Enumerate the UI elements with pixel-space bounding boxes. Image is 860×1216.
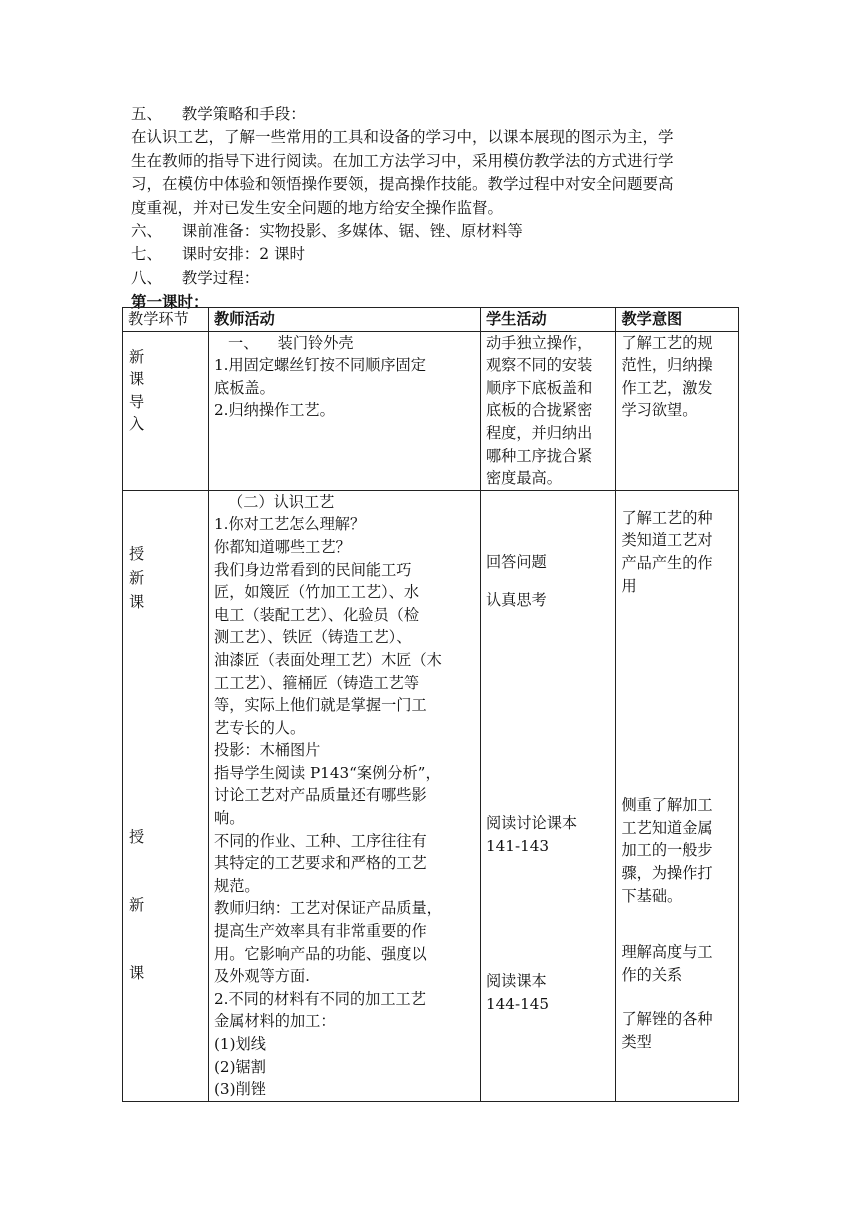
teacher-cell	[209, 490, 481, 1101]
stage-char: 导	[129, 392, 145, 411]
cell-line: 艺专长的人。	[214, 718, 306, 737]
cell-line: 金属材料的加工：	[214, 1012, 336, 1031]
cell-line: 回答问题	[485, 552, 547, 571]
lesson-title: 第一课时：	[131, 292, 209, 312]
cell-line: 理解高度与工	[621, 943, 713, 962]
cell-line: 投影：木桶图片	[214, 741, 321, 760]
cell-line: 程度，并归纳出	[485, 423, 593, 442]
stage-char: 课	[129, 963, 145, 982]
intent-cell	[616, 490, 739, 1101]
cell-line: 不同的作业、工种、工序往往有	[214, 831, 427, 850]
cell-line: 响。	[214, 809, 245, 828]
cell-line: 作工艺，激发	[621, 378, 713, 397]
cell-line: 1.你对工艺怎么理解？	[214, 515, 366, 534]
cell-line: 一、 装门铃外壳	[228, 333, 354, 352]
cell-line: 顺序下底板盖和	[485, 378, 593, 397]
cell-line: 我们身边常看到的民间能工巧	[214, 560, 412, 579]
stage-char: 课	[129, 592, 145, 611]
cell-line: 侧重了解加工	[621, 796, 713, 815]
cell-line: 141-143	[485, 836, 550, 855]
cell-line: 产品产生的作	[621, 553, 713, 572]
cell-line: 哪种工序拢合紧	[485, 446, 593, 465]
cell-line: 油漆匠（表面处理工艺）木匠（木	[214, 650, 442, 669]
cell-line: 用	[621, 576, 637, 595]
stage-char: 入	[129, 415, 145, 434]
stage-char: 授	[129, 544, 145, 563]
header-teacher: 教师活动	[209, 308, 481, 332]
cell-line: 匠，如篾匠（竹加工工艺）、水	[214, 583, 420, 602]
cell-line: 作的关系	[621, 965, 683, 984]
section-five-line-4: 度重视，并对已发生安全问题的地方给安全操作监督。	[131, 198, 504, 217]
intent-cell	[616, 331, 739, 490]
stage-char: 课	[129, 370, 145, 389]
cell-line: 规范。	[214, 876, 260, 895]
cell-line: 认真思考	[485, 591, 547, 610]
stage-char: 授	[129, 827, 145, 846]
section-eight: 八、 教学过程：	[131, 268, 260, 287]
cell-line: 其特定的工艺要求和严格的工艺	[214, 854, 427, 873]
cell-line: 底板盖。	[214, 378, 275, 397]
stage-cell	[123, 490, 209, 1101]
header-student: 学生活动	[480, 308, 615, 332]
cell-line: 下基础。	[621, 886, 683, 905]
cell-line: 了解工艺的种	[621, 508, 713, 527]
cell-line: 类知道工艺对	[621, 531, 713, 550]
cell-line: 骤，为操作打	[621, 863, 713, 882]
cell-line: 2.不同的材料有不同的加工工艺	[214, 989, 426, 1008]
cell-line: 1.用固定螺丝钉按不同顺序固定	[214, 356, 426, 375]
cell-line: (1)划线	[214, 1035, 266, 1053]
section-five-line-1: 在认识工艺，了解一些常用的工具和设备的学习中，以课本展现的图示为主，学	[131, 128, 674, 147]
cell-line: 观察不同的安装	[485, 356, 593, 375]
section-six: 六、 课前准备：实物投影、多媒体、锯、锉、原材料等	[131, 222, 523, 241]
cell-line: 工艺知道金属	[621, 818, 713, 837]
stage-cell	[123, 331, 209, 490]
cell-line: 阅读课本	[485, 972, 547, 991]
table-row	[123, 331, 739, 490]
stage-char: 新	[129, 568, 145, 587]
section-five-title: 五、 教学策略和手段：	[131, 105, 306, 123]
cell-line: (2)锯割	[214, 1057, 266, 1076]
cell-line: 及外观等方面.	[214, 967, 310, 986]
cell-line: 提高生产效率具有非常重要的作	[214, 922, 427, 941]
teacher-cell	[209, 331, 481, 490]
header-intent: 教学意图	[616, 308, 739, 332]
cell-line: 底板的合拢紧密	[485, 401, 593, 420]
stage-char: 新	[129, 347, 145, 366]
cell-line: 教师归纳：工艺对保证产品质量，	[214, 899, 442, 918]
cell-line: 动手独立操作，	[485, 333, 593, 352]
cell-line: 等，实际上他们就是掌握一门工	[214, 696, 427, 715]
cell-line: 范性，归纳操	[621, 356, 713, 375]
cell-line: 密度最高。	[485, 469, 562, 488]
cell-line: 工工艺）、箍桶匠（铸造工艺等	[214, 673, 420, 692]
stage-char: 新	[129, 895, 145, 914]
lesson-plan-table	[122, 307, 739, 1102]
cell-line: 类型	[621, 1032, 652, 1051]
student-cell	[480, 331, 615, 490]
cell-line: 指导学生阅读 P143“案例分析”，	[214, 763, 441, 782]
cell-line: 学习欲望。	[621, 401, 698, 420]
cell-line: （二）认识工艺	[228, 492, 335, 511]
section-five-line-2: 生在教师的指导下进行阅读。在加工方法学习中，采用模仿教学法的方式进行学	[131, 151, 674, 170]
cell-line: 测工艺）、铁匠（铸造工艺）、	[214, 628, 412, 647]
header-stage: 教学环节	[123, 308, 209, 332]
cell-line: 了解工艺的规	[621, 333, 713, 352]
cell-line: 阅读讨论课本	[485, 813, 578, 832]
student-cell	[480, 490, 615, 1101]
cell-line: 144-145	[485, 994, 550, 1013]
cell-line: 电工（装配工艺）、化验员（检	[214, 605, 420, 624]
cell-line: 加工的一般步	[621, 841, 713, 860]
table-header-row	[123, 308, 739, 332]
cell-line: 你都知道哪些工艺？	[214, 537, 351, 556]
cell-line: 了解锉的各种	[621, 1010, 713, 1029]
cell-line: 2.归纳操作工艺。	[214, 401, 335, 420]
table-row	[123, 490, 739, 1101]
intro-sections	[131, 103, 743, 314]
section-seven: 七、 课时安排：2 课时	[131, 245, 305, 264]
cell-line: (3)削锉	[214, 1080, 266, 1099]
section-five-line-3: 习，在模仿中体验和领悟操作要领，提高操作技能。教学过程中对安全问题要高	[131, 175, 674, 194]
cell-line: 用。它影响产品的功能、强度以	[214, 944, 427, 963]
cell-line: 讨论工艺对产品质量还有哪些影	[214, 786, 427, 805]
